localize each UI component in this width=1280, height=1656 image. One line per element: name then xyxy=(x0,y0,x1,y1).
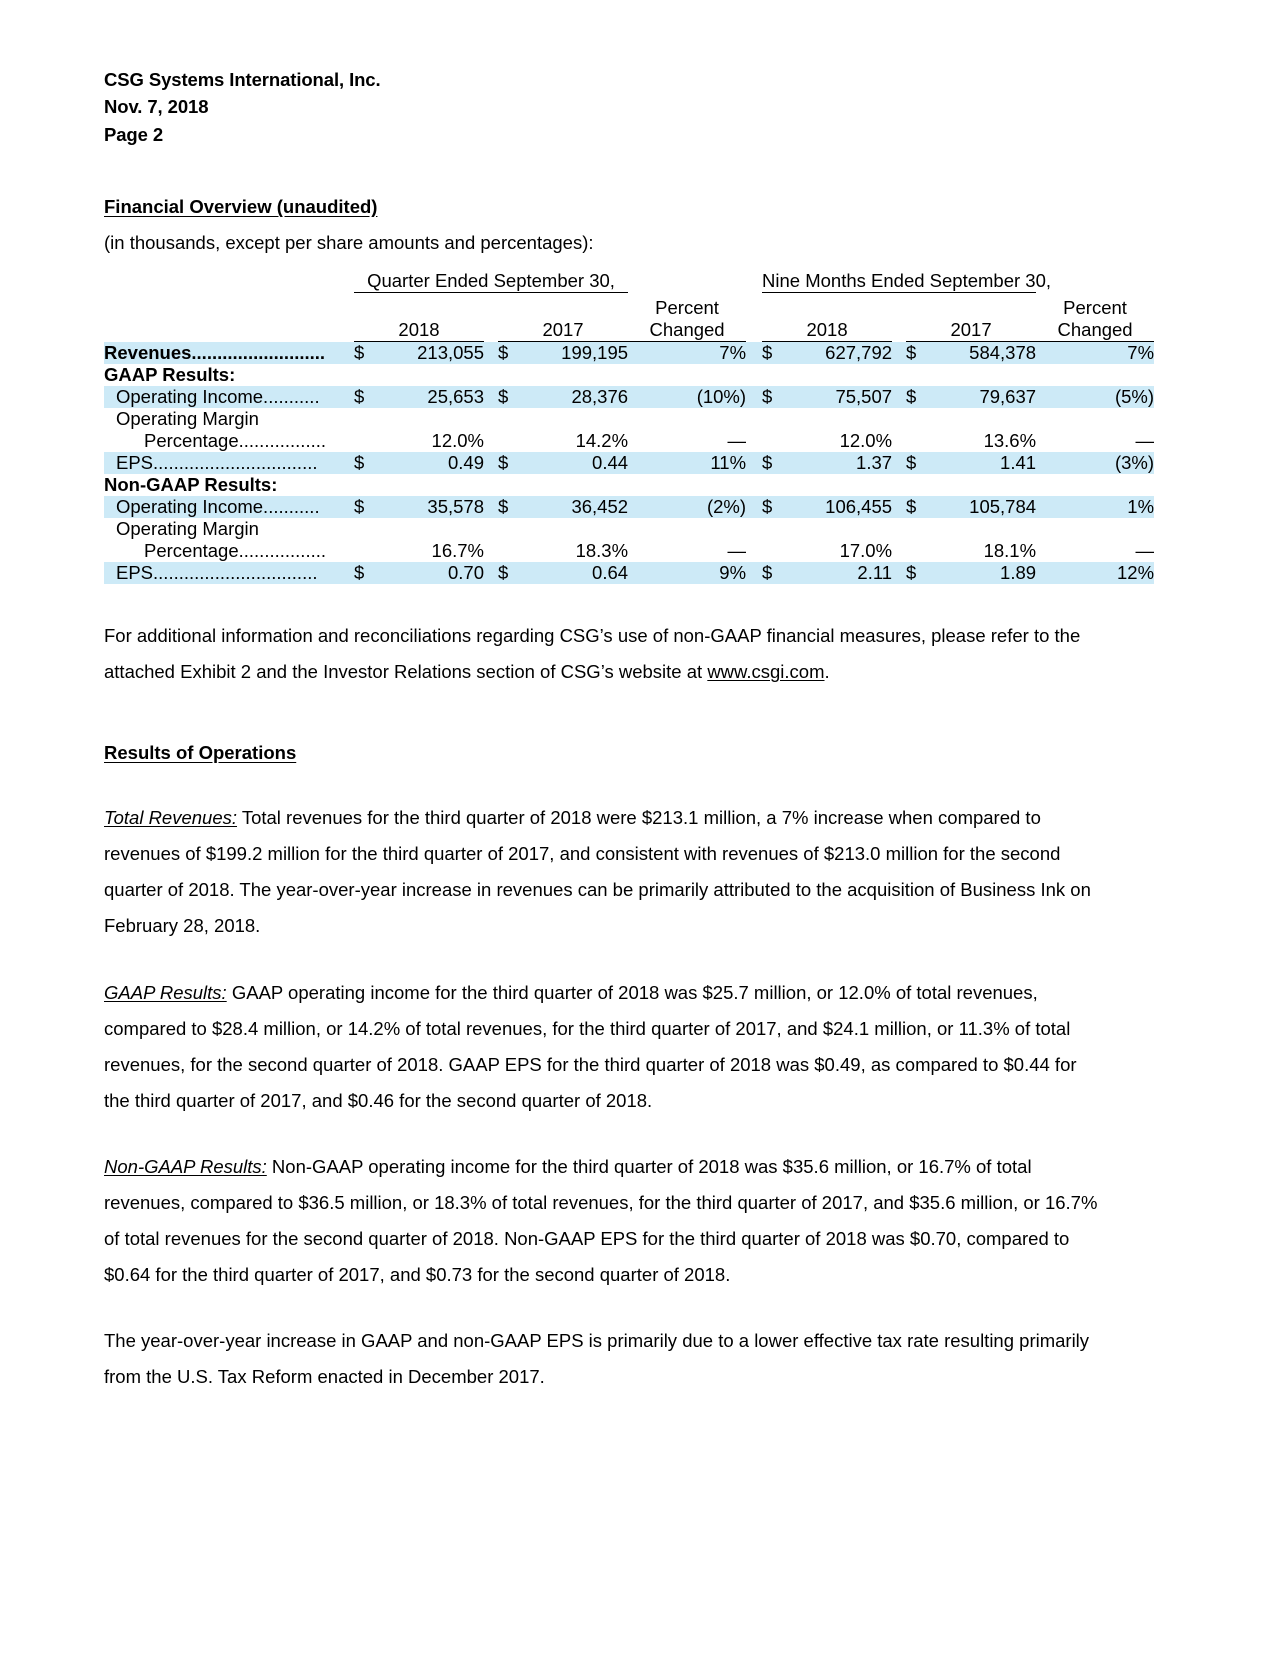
cell-n-2017-value: 1.89 xyxy=(932,562,1036,584)
cell-q-percent-changed: (2%) xyxy=(628,496,746,518)
table-row xyxy=(104,342,1154,365)
col-head-spacer-d xyxy=(484,293,498,320)
paragraph-lead-in: Non-GAAP Results: xyxy=(104,1155,267,1177)
cell-gap-3 xyxy=(892,496,906,518)
reconciliation-note-text-1: For additional information and reconciliations regarding CSG’s use of non-GAAP financial measures, please refer to the attached Exhibit 2 and the Investor Relations section of CSG’s website at xyxy=(104,625,1081,683)
cell-q-percent-changed xyxy=(628,518,746,540)
cell-q-2017-value: 0.44 xyxy=(524,452,628,474)
cell-n-2017-currency xyxy=(906,518,932,540)
cell-n-2017-currency xyxy=(906,364,932,386)
cell-n-2018-value: 1.37 xyxy=(788,452,892,474)
cell-n-2018-currency: $ xyxy=(762,496,788,518)
cell-n-2017-currency: $ xyxy=(906,342,932,365)
col-head-q-2018: 2018 xyxy=(354,319,484,342)
results-paragraph xyxy=(104,975,1104,1119)
table-row xyxy=(104,364,1154,386)
cell-q-2018-value: 35,578 xyxy=(380,496,484,518)
table-row xyxy=(104,474,1154,496)
cell-q-2018-currency xyxy=(354,430,380,452)
cell-q-percent-changed: 9% xyxy=(628,562,746,584)
cell-q-2018-currency xyxy=(354,364,380,386)
row-label: Operating Income........... xyxy=(104,496,354,518)
cell-n-2018-currency xyxy=(762,518,788,540)
cell-n-2017-currency: $ xyxy=(906,386,932,408)
cell-gap-1 xyxy=(484,408,498,430)
col-head-spacer-o xyxy=(746,319,762,342)
cell-gap-3 xyxy=(892,342,906,365)
group-header-quarter: Quarter Ended September 30, xyxy=(354,270,628,293)
col-head-q-changed: Changed xyxy=(628,319,746,342)
cell-q-2017-value xyxy=(524,408,628,430)
cell-gap-3 xyxy=(892,408,906,430)
cell-q-2018-value xyxy=(380,364,484,386)
row-label: EPS................................ xyxy=(104,562,354,584)
row-label: Revenues.......................... xyxy=(104,342,354,365)
row-label: Operating Income........... xyxy=(104,386,354,408)
cell-gap-1 xyxy=(484,562,498,584)
spacer-before-results xyxy=(104,720,1176,742)
cell-q-percent-changed xyxy=(628,364,746,386)
cell-q-2018-value: 213,055 xyxy=(380,342,484,365)
cell-gap-3 xyxy=(892,430,906,452)
financial-overview-table xyxy=(104,270,1154,584)
paragraph-text: The year-over-year increase in GAAP and non-GAAP EPS is primarily due to a lower effective tax rate resulting primarily from the U.S. Tax Reform enacted in December 2017. xyxy=(104,1330,1090,1388)
cell-n-2018-value: 75,507 xyxy=(788,386,892,408)
cell-q-2017-value: 0.64 xyxy=(524,562,628,584)
cell-q-2017-currency: $ xyxy=(498,562,524,584)
cell-n-percent-changed: (5%) xyxy=(1036,386,1154,408)
cell-gap-3 xyxy=(892,452,906,474)
cell-n-2017-currency: $ xyxy=(906,496,932,518)
col-head-spacer-e xyxy=(498,293,524,320)
cell-n-2017-value: 79,637 xyxy=(932,386,1036,408)
letterhead-company: CSG Systems International, Inc. xyxy=(104,69,381,90)
cell-n-2018-currency xyxy=(762,364,788,386)
cell-n-percent-changed: — xyxy=(1135,430,1155,452)
cell-q-2018-value: 0.49 xyxy=(380,452,484,474)
col-head-spacer-c xyxy=(380,293,484,320)
cell-gap-1 xyxy=(484,540,498,562)
cell-q-2017-currency xyxy=(498,540,524,562)
cell-gap-2 xyxy=(746,386,762,408)
paragraph-lead-in: GAAP Results: xyxy=(104,981,227,1003)
cell-q-2018-value: 25,653 xyxy=(380,386,484,408)
cell-q-percent-changed: — xyxy=(727,540,747,562)
cell-q-2017-currency xyxy=(498,430,524,452)
cell-q-2018-currency xyxy=(354,540,380,562)
letterhead xyxy=(104,66,1176,148)
cell-q-percent-changed xyxy=(628,408,746,430)
cell-gap-3 xyxy=(892,518,906,540)
cell-gap-2 xyxy=(746,474,762,496)
cell-n-percent-changed xyxy=(1036,408,1154,430)
table-row xyxy=(104,496,1154,518)
cell-n-2017-value xyxy=(932,474,1036,496)
table-group-header-row xyxy=(104,270,1154,293)
table-column-header-row-top xyxy=(104,293,1154,320)
letterhead-date: Nov. 7, 2018 xyxy=(104,96,209,118)
cell-q-2018-currency xyxy=(354,518,380,540)
cell-q-2018-value xyxy=(380,408,484,430)
cell-q-2017-currency: $ xyxy=(498,386,524,408)
results-paragraph xyxy=(104,1149,1104,1293)
cell-q-2017-value xyxy=(524,474,628,496)
cell-n-2018-value xyxy=(788,474,892,496)
cell-gap-3 xyxy=(892,562,906,584)
cell-gap-1 xyxy=(484,518,498,540)
cell-n-percent-changed xyxy=(1036,364,1154,386)
cell-gap-2 xyxy=(746,408,762,430)
row-label: Operating Margin xyxy=(116,408,259,430)
col-head-spacer-l xyxy=(932,293,1036,320)
cell-gap-2 xyxy=(746,540,762,562)
cell-q-2018-currency xyxy=(354,408,380,430)
cell-q-2018-currency: $ xyxy=(354,342,380,365)
cell-q-2018-currency: $ xyxy=(354,452,380,474)
row-label: Percentage................. xyxy=(144,430,327,452)
cell-n-2018-value: 12.0% xyxy=(839,430,893,452)
cell-q-percent-changed: (10%) xyxy=(628,386,746,408)
cell-n-2018-currency: $ xyxy=(762,386,788,408)
spacer-after-table xyxy=(104,584,1176,618)
group-header-gap-1 xyxy=(628,270,746,293)
cell-n-2017-value: 18.1% xyxy=(983,540,1037,562)
cell-n-2017-value xyxy=(932,518,1036,540)
cell-n-2017-currency xyxy=(906,408,932,430)
cell-n-2018-value xyxy=(788,518,892,540)
col-head-spacer-n xyxy=(484,319,498,342)
reconciliation-note xyxy=(104,618,1104,690)
cell-n-2018-value: 2.11 xyxy=(788,562,892,584)
cell-n-2018-currency xyxy=(762,540,788,562)
table-row xyxy=(104,386,1154,408)
financial-table-body xyxy=(104,342,1154,585)
paragraph-lead-in: Total Revenues: xyxy=(104,807,238,829)
paragraph-text: Non-GAAP operating income for the third quarter of 2018 was $35.6 million, or 16.7% of total revenues, compared to $36.5 million, or 18.3% of total revenues, for the third quarter of 2017, and $35.6 million, or 16.7% of total revenues for the second quarter of 2018. Non-GAAP EPS for the third quarter of 2018 was $0.70, compared to $0.64 for the third quarter of 2017, and $0.73 for the second quarter of 2018. xyxy=(104,1155,1098,1285)
cell-q-2017-value: 199,195 xyxy=(524,342,628,365)
col-head-spacer-i xyxy=(788,293,892,320)
cell-q-2018-value xyxy=(380,474,484,496)
paragraph-text: GAAP operating income for the third quarter of 2018 was $25.7 million, or 12.0% of total revenues, compared to $28.4 million, or 14.2% of total revenues, for the third quarter of 2017, and $24.1 million, or 11.3% of total revenues, for the second quarter of 2018. GAAP EPS for the third quarter of 2018 was $0.49, as compared to $0.44 for the third quarter of 2017, and $0.46 for the second quarter of 2018. xyxy=(104,981,1077,1111)
cell-q-2017-currency: $ xyxy=(498,496,524,518)
cell-n-2017-currency: $ xyxy=(906,562,932,584)
col-head-spacer-k xyxy=(906,293,932,320)
cell-n-2018-value: 17.0% xyxy=(839,540,893,562)
cell-gap-3 xyxy=(892,386,906,408)
cell-gap-2 xyxy=(746,518,762,540)
cell-q-2018-value: 0.70 xyxy=(380,562,484,584)
results-paragraph xyxy=(104,1323,1104,1395)
cell-n-percent-changed xyxy=(1036,474,1154,496)
cell-gap-1 xyxy=(484,364,498,386)
cell-n-2018-currency: $ xyxy=(762,342,788,365)
results-paragraph xyxy=(104,800,1104,944)
cell-n-percent-changed: — xyxy=(1135,540,1155,562)
col-head-spacer-p xyxy=(892,319,906,342)
cell-n-2018-currency: $ xyxy=(762,452,788,474)
cell-q-percent-changed: 7% xyxy=(628,342,746,365)
table-row xyxy=(104,452,1154,474)
cell-q-2018-value xyxy=(380,518,484,540)
row-label: Operating Margin xyxy=(116,518,259,540)
cell-n-2018-value xyxy=(788,408,892,430)
cell-n-2018-value: 627,792 xyxy=(788,342,892,365)
reconciliation-note-text-2: . xyxy=(824,661,830,683)
col-head-n-changed: Changed xyxy=(1036,319,1154,342)
cell-gap-1 xyxy=(484,452,498,474)
cell-gap-3 xyxy=(892,474,906,496)
cell-gap-3 xyxy=(892,364,906,386)
cell-n-percent-changed: 12% xyxy=(1036,562,1154,584)
cell-n-percent-changed: 7% xyxy=(1036,342,1154,365)
cell-gap-1 xyxy=(484,430,498,452)
cell-q-2017-value: 14.2% xyxy=(575,430,629,452)
col-head-spacer-g xyxy=(746,293,762,320)
financial-overview-heading: Financial Overview (unaudited) xyxy=(104,196,378,218)
cell-gap-2 xyxy=(746,496,762,518)
col-head-n-2018: 2018 xyxy=(762,319,892,342)
cell-q-2017-value: 18.3% xyxy=(575,540,629,562)
cell-gap-2 xyxy=(746,562,762,584)
cell-q-2018-currency: $ xyxy=(354,562,380,584)
cell-n-2018-value: 106,455 xyxy=(788,496,892,518)
cell-q-percent-changed: 11% xyxy=(628,452,746,474)
results-of-operations-section xyxy=(104,742,1176,1395)
cell-n-2017-value: 13.6% xyxy=(983,430,1037,452)
cell-gap-1 xyxy=(484,342,498,365)
cell-n-2017-currency xyxy=(906,540,932,562)
cell-q-percent-changed: — xyxy=(727,430,747,452)
cell-q-2017-value: 28,376 xyxy=(524,386,628,408)
cell-q-2017-currency: $ xyxy=(498,342,524,365)
cell-gap-1 xyxy=(484,474,498,496)
cell-n-percent-changed xyxy=(1036,518,1154,540)
cell-n-2017-currency xyxy=(906,430,932,452)
cell-gap-1 xyxy=(484,496,498,518)
cell-q-2018-value: 12.0% xyxy=(431,430,484,452)
cell-n-2018-currency xyxy=(762,408,788,430)
col-head-percent-n-line1: Percent xyxy=(1063,297,1127,319)
cell-n-2017-currency: $ xyxy=(906,452,932,474)
table-row xyxy=(104,540,1154,562)
cell-n-2017-currency xyxy=(906,474,932,496)
row-label: Non-GAAP Results: xyxy=(104,474,278,496)
group-header-spacer xyxy=(104,270,354,293)
cell-q-2017-currency xyxy=(498,518,524,540)
cell-q-2017-currency xyxy=(498,408,524,430)
row-label: Percentage................. xyxy=(144,540,327,562)
group-header-gap-3 xyxy=(1036,270,1154,293)
cell-q-2017-currency: $ xyxy=(498,452,524,474)
cell-q-2018-currency: $ xyxy=(354,386,380,408)
paragraph-text: Total revenues for the third quarter of 2018 were $213.1 million, a 7% increase when compared to revenues of $199.2 million for the third quarter of 2017, and consistent with revenues of $213.0 million for the second quarter of 2018. The year-over-year increase in revenues can be primarily attributed to the acquisition of Business Ink on February 28, 2018. xyxy=(104,807,1091,937)
group-header-gap-2 xyxy=(746,270,762,293)
table-row xyxy=(104,518,1154,540)
cell-n-2017-value xyxy=(932,364,1036,386)
cell-gap-3 xyxy=(892,540,906,562)
cell-q-2017-value xyxy=(524,518,628,540)
cell-n-percent-changed: 1% xyxy=(1036,496,1154,518)
cell-gap-2 xyxy=(746,452,762,474)
cell-q-2017-value xyxy=(524,364,628,386)
cell-q-2018-currency: $ xyxy=(354,496,380,518)
cell-q-2017-currency xyxy=(498,474,524,496)
results-of-operations-heading: Results of Operations xyxy=(104,742,297,764)
cell-gap-2 xyxy=(746,364,762,386)
csgi-website-link[interactable]: www.csgi.com xyxy=(707,661,825,683)
cell-gap-2 xyxy=(746,342,762,365)
cell-q-2018-currency xyxy=(354,474,380,496)
financial-overview-section xyxy=(104,196,1176,584)
col-head-spacer-a xyxy=(104,293,354,320)
cell-gap-2 xyxy=(746,430,762,452)
letterhead-page-number: Page 2 xyxy=(104,123,164,145)
cell-q-2018-value: 16.7% xyxy=(431,540,484,562)
col-head-spacer-b xyxy=(354,293,380,320)
cell-n-2018-currency: $ xyxy=(762,562,788,584)
col-head-spacer-j xyxy=(892,293,906,320)
col-head-n-2017: 2017 xyxy=(906,319,1036,342)
row-label: EPS................................ xyxy=(104,452,354,474)
col-head-spacer-m xyxy=(104,319,354,342)
cell-n-2017-value xyxy=(932,408,1036,430)
financial-overview-note: (in thousands, except per share amounts and percentages): xyxy=(104,232,594,254)
cell-n-2018-value xyxy=(788,364,892,386)
table-row xyxy=(104,408,1154,430)
cell-q-2017-value: 36,452 xyxy=(524,496,628,518)
cell-n-percent-changed: (3%) xyxy=(1036,452,1154,474)
spacer-after-results-heading xyxy=(104,778,1176,800)
results-paragraph-list xyxy=(104,800,1176,1395)
table-row xyxy=(104,562,1154,584)
cell-n-2017-value: 105,784 xyxy=(932,496,1036,518)
cell-n-2018-currency xyxy=(762,430,788,452)
cell-gap-1 xyxy=(484,386,498,408)
cell-n-2018-currency xyxy=(762,474,788,496)
cell-q-2017-currency xyxy=(498,364,524,386)
col-head-percent-q-line1: Percent xyxy=(655,297,719,319)
cell-q-percent-changed xyxy=(628,474,746,496)
row-label: GAAP Results: xyxy=(104,364,236,386)
group-header-nine-months: Nine Months Ended September 30, xyxy=(762,270,1052,292)
col-head-spacer-f xyxy=(524,293,628,320)
col-head-q-2017: 2017 xyxy=(498,319,628,342)
cell-n-2017-value: 1.41 xyxy=(932,452,1036,474)
cell-n-2017-value: 584,378 xyxy=(932,342,1036,365)
col-head-spacer-h xyxy=(762,293,788,320)
table-row xyxy=(104,430,1154,452)
table-column-header-row-bottom xyxy=(104,319,1154,342)
